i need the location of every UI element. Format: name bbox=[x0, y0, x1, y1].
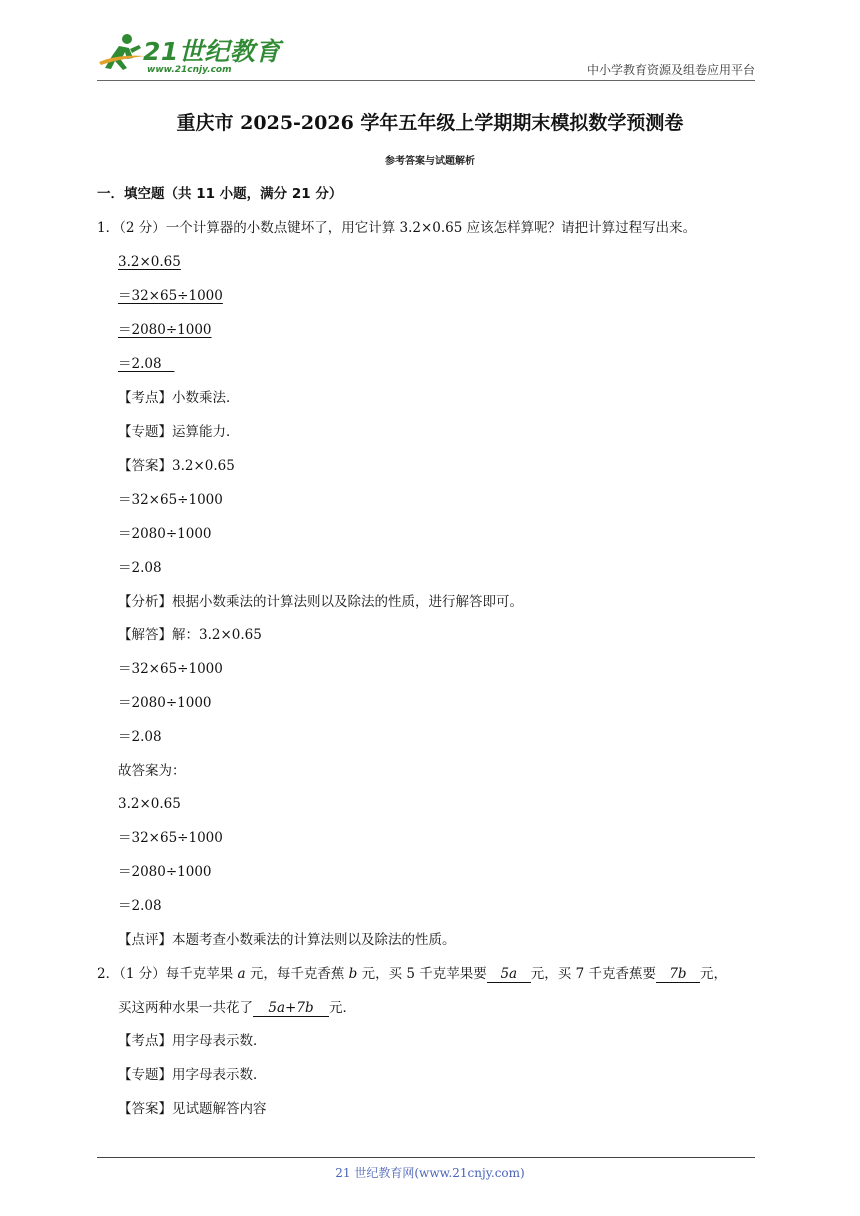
variable-a: a bbox=[237, 966, 246, 982]
zhuanti-text: 【专题】运算能力． bbox=[118, 424, 240, 440]
answer-line: ＝2.08 bbox=[118, 356, 162, 372]
fenxi-text: 【分析】根据小数乘法的计算法则以及除法的性质，进行解答即可。 bbox=[118, 594, 523, 610]
jieda-line: ＝2.08 bbox=[118, 729, 162, 745]
question-number: 2． bbox=[97, 966, 120, 982]
final-line: ＝2080÷1000 bbox=[118, 864, 212, 880]
exam-subtitle: 参考答案与试题解析 bbox=[385, 156, 475, 167]
jieda-line: ＝32×65÷1000 bbox=[118, 661, 223, 677]
answer-blank: 7b bbox=[656, 966, 700, 983]
jieda-text: 【解答】解：3.2×0.65 bbox=[118, 627, 262, 643]
header-platform-name: 中小学教育资源及组卷应用平台 bbox=[586, 63, 755, 77]
footer-divider bbox=[97, 1157, 755, 1158]
jieda-line: ＝2080÷1000 bbox=[118, 695, 212, 711]
daan-text: 【答案】见试题解答内容 bbox=[118, 1101, 267, 1117]
footer-link[interactable]: 21 世纪教育网(www.21cnjy.com) bbox=[335, 1166, 525, 1180]
final-line: ＝32×65÷1000 bbox=[118, 830, 223, 846]
answer-blank: 5a bbox=[487, 966, 531, 983]
zhuanti-text: 【专题】用字母表示数． bbox=[118, 1067, 267, 1083]
question-text: （2 分）一个计算器的小数点键坏了，用它计算 3.2×0.65 应该怎样算呢？请把计算过程写出来。 bbox=[119, 220, 697, 236]
page-header bbox=[97, 22, 755, 80]
question-2-line-2: 买这两种水果一共花了 5a+7b 元． bbox=[118, 1000, 356, 1016]
runner-logo-icon bbox=[97, 32, 147, 76]
answer-line: ＝2080÷1000 bbox=[118, 322, 212, 338]
final-line: ＝2.08 bbox=[118, 898, 162, 914]
exam-title: 重庆市 2025-2026 学年五年级上学期期末模拟数学预测卷 bbox=[176, 112, 684, 134]
logo-url: www.21cnjy.com bbox=[147, 65, 232, 75]
answer-blank: 5a+7b bbox=[253, 1000, 329, 1017]
kaodian-text: 【考点】用字母表示数． bbox=[118, 1033, 267, 1049]
final-line: 3.2×0.65 bbox=[118, 796, 181, 812]
gudaan-text: 故答案为： bbox=[118, 763, 186, 779]
daan-line: ＝2.08 bbox=[118, 560, 162, 576]
daan-line: ＝2080÷1000 bbox=[118, 526, 212, 542]
question-1 bbox=[97, 219, 696, 237]
section-heading: 一．填空题（共 11 小题，满分 21 分） bbox=[97, 186, 343, 202]
logo-text: 21世纪教育 bbox=[143, 37, 281, 66]
kaodian-text: 【考点】小数乘法． bbox=[118, 390, 240, 406]
answer-line: 3.2×0.65 bbox=[118, 254, 181, 270]
daan-line: ＝32×65÷1000 bbox=[118, 492, 223, 508]
variable-b: b bbox=[348, 966, 358, 982]
question-2: 2．（1 分）每千克苹果 a 元，每千克香蕉 b 元，买 5 千克苹果要 5a 元，买 7 千克香蕉要 7b 元， bbox=[97, 966, 727, 982]
header-divider bbox=[97, 80, 755, 81]
answer-line: ＝32×65÷1000 bbox=[118, 288, 223, 304]
daan-text: 【答案】3.2×0.65 bbox=[118, 458, 235, 474]
site-logo bbox=[97, 32, 357, 84]
question-number: 1． bbox=[97, 220, 120, 236]
dianping-text: 【点评】本题考查小数乘法的计算法则以及除法的性质。 bbox=[118, 932, 456, 948]
